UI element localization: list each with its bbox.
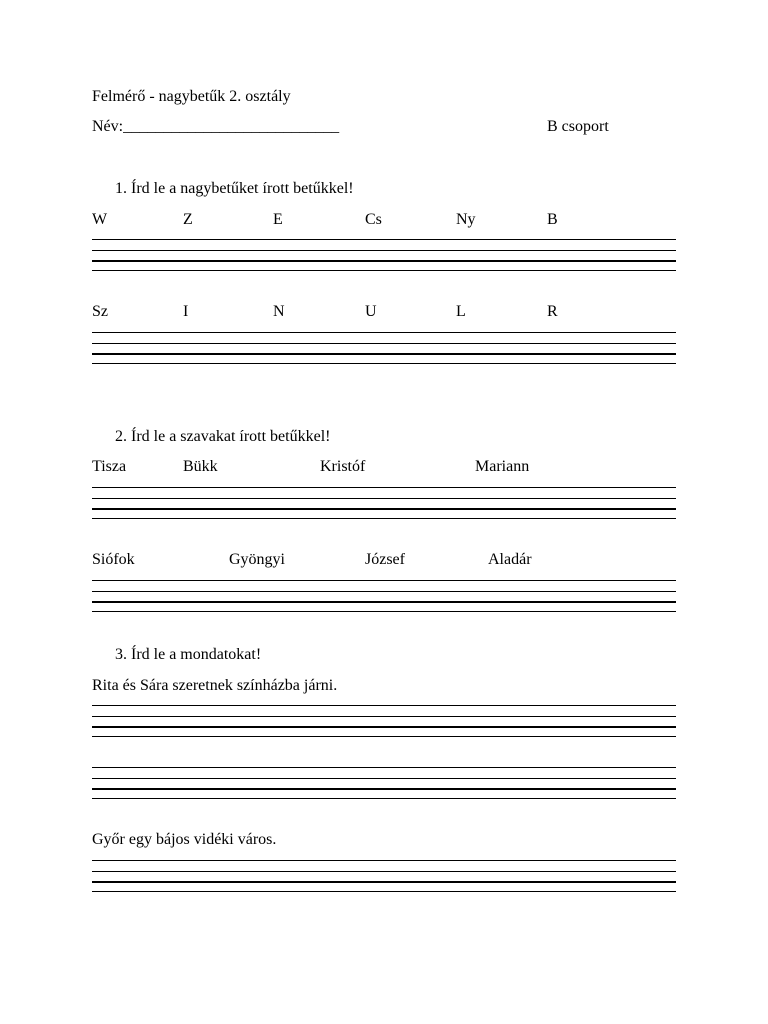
word-item: Gyöngyi: [229, 551, 285, 568]
task2-heading: 2. Írd le a szavakat írott betűkkel!: [115, 428, 331, 445]
word-item: Aladár: [488, 551, 532, 568]
word-item: József: [365, 551, 405, 568]
letter-item: Z: [183, 211, 193, 228]
worksheet-title: Felmérő - nagybetűk 2. osztály: [92, 88, 291, 105]
word-item: Mariann: [475, 458, 530, 475]
word-item: Tisza: [92, 458, 127, 475]
letter-item: Ny: [456, 211, 476, 228]
group-label: B csoport: [547, 118, 609, 135]
name-field-label: Név:___________________________: [92, 118, 340, 135]
letter-item: W: [92, 211, 108, 228]
letter-item: L: [456, 303, 466, 320]
task1-heading: 1. Írd le a nagybetűket írott betűkkel!: [115, 180, 354, 197]
letter-item: E: [273, 211, 283, 228]
word-item: Kristóf: [320, 458, 366, 475]
letter-item: Cs: [365, 211, 382, 228]
letter-item: I: [183, 303, 189, 320]
word-item: Siófok: [92, 551, 135, 568]
task3-heading: 3. Írd le a mondatokat!: [115, 646, 262, 663]
letter-item: N: [273, 303, 285, 320]
sentence-item: Győr egy bájos vidéki város.: [92, 831, 277, 848]
letter-item: U: [365, 303, 377, 320]
word-item: Bükk: [183, 458, 218, 475]
letter-item: Sz: [92, 303, 108, 320]
sentence-item: Rita és Sára szeretnek színházba járni.: [92, 677, 338, 694]
letter-item: B: [547, 211, 558, 228]
letter-item: R: [547, 303, 558, 320]
